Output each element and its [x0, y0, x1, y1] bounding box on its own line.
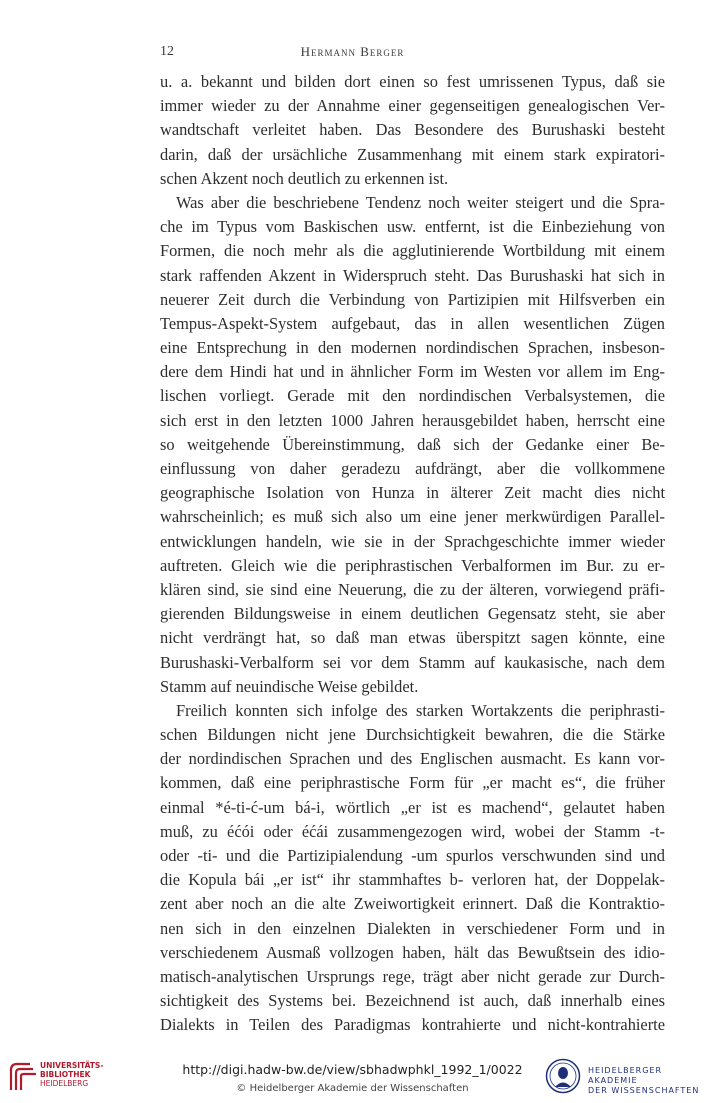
running-head [0, 44, 705, 64]
text-line: auftreten. Gleich wie die periphrastischen Verbalformen im Bur. zu er- [160, 555, 665, 575]
academy-name-line: HEIDELBERGER AKADEMIE [588, 1066, 663, 1085]
text-line: sichtigkeit des Systems bei. Bezeichnend ist auch, daß innerhalb eines [160, 991, 665, 1011]
text-line: darin, daß der ursächliche Zusammenhang mit einem stark expiratori- [160, 144, 665, 164]
text-line: Dialekts in Teilen des Paradigmas kontrahierte und nicht-kontrahierte [160, 1015, 665, 1035]
text-line: entwicklungen handeln, wie sie in der Sprachgeschichte immer wieder [160, 531, 665, 551]
text-line: eine Entsprechung in den modernen nordindischen Sprachen, insbeson- [160, 338, 665, 358]
text-line: Stamm auf neuindische Weise gebildet. [160, 676, 419, 696]
text-line: muß, zu éćói oder éćái zusammengezogen wird, wobei der Stamm -t- [160, 821, 665, 841]
footer [0, 1048, 705, 1103]
text-line: einflussung von daher geradezu aufdrängt, aber die vollkommene [160, 459, 665, 478]
text-line: oder -ti- und die Partizipialendung -um spurlos verschwunden sind und [160, 846, 665, 865]
text-line: wandtschaft verleitet haben. Das Besondere des Burushaski besteht [160, 120, 665, 140]
text-line: Was aber die beschriebene Tendenz noch weiter steigert und die Spra- [176, 192, 665, 212]
text-line: gierenden Bildungsweise in einem deutlichen Gegensatz steht, sie aber [160, 604, 665, 624]
academy-name-line: DER WISSENSCHAFTEN [588, 1086, 700, 1095]
text-line: dere dem Hindi hat und in ähnlicher Form im Westen vor allem im Eng- [160, 362, 665, 382]
text-line: verschiedenem Ausmaß vollzogen haben, hält das Bewußtsein des idio- [160, 942, 665, 962]
text-line: so weitgehende Übereinstimmung, daß sich der Gedanke einer Be- [160, 434, 665, 454]
library-name-line: BIBLIOTHEK [40, 1070, 91, 1079]
text-line: stark raffenden Akzent in Widerspruch steht. Das Burushaski hat sich in [160, 265, 665, 285]
copyright: © Heidelberger Akademie der Wissenschaften [236, 1083, 469, 1094]
text-line: neuerer Zeit durch die Verbindung von Partizipien mit Hilfsverben ein [160, 289, 665, 309]
text-line: Freilich konnten sich infolge des starken Wortakzents die periphrasti- [176, 700, 665, 720]
text-line: nen sich in den einzelnen Dialekten in verschiedener Form und in [160, 918, 665, 938]
text-line: nicht verdrängt hat, so daß man etwas überspitzt sagen könnte, eine [160, 628, 665, 648]
text-line: Tempus-Aspekt-System aufgebaut, das in allen wesentlichen Zügen [160, 313, 665, 333]
library-name-line: UNIVERSITÄTS- [40, 1061, 104, 1070]
text-line: schen Bildungen nicht jene Durchsichtigkeit bewahren, die die Stärke [160, 725, 665, 745]
text-line: einmal *é-ti-ć-um bá-i, wörtlich „er ist es machend“, gelautet haben [160, 797, 665, 817]
text-line: Formen, die noch mehr als die agglutinierende Wortbildung mit einem [160, 241, 665, 261]
text-line: der nordindischen Sprachen und des Englischen ausmacht. Es kann vor- [160, 749, 665, 769]
text-line: immer wieder zu der Annahme einer gegenseitigen genealogischen Ver- [160, 96, 665, 116]
text-line: matisch-analytischen Ursprungs rege, trägt aber nicht gerade zur Durch- [160, 966, 665, 986]
text-line: u. a. bekannt und bilden dort einen so fest umrissenen Typus, daß sie [160, 72, 665, 91]
text-line: klären sind, sie sind eine Neuerung, die zu der älteren, vorwiegend präfi- [160, 579, 665, 599]
text-line: Burushaski-Verbalform sei vor dem Stamm auf kaukasische, nach dem [160, 652, 665, 672]
library-name-line: HEIDELBERG [40, 1079, 89, 1088]
text-line: die Kopula bái „er ist“ ihr stammhaftes b- verloren hat, der Doppelak- [160, 870, 665, 890]
text-line: che im Typus vom Baskischen usw. entfernt, ist die Einbeziehung von [160, 217, 665, 237]
running-title: Hermann Berger [300, 44, 405, 59]
text-line: sich erst in den letzten 1000 Jahren herausgebildet haben, herrscht eine [160, 410, 665, 430]
academy-name [588, 1066, 705, 1096]
source-url[interactable]: http://digi.hadw-bw.de/view/sbhadwphkl_1992_1/0022 [182, 1062, 523, 1077]
page-number: 12 [160, 44, 174, 59]
text-line: zent aber noch an die alte Zweiwortigkeit erinnert. Daß die Kontraktio- [160, 894, 665, 914]
text-line: geographische Isolation von Hunza in älterer Zeit macht dies nicht [160, 483, 665, 503]
text-line: wahrscheinlich; es muß sich also um eine jener merkwürdigen Parallel- [160, 507, 665, 527]
text-line: schen Akzent noch deutlich zu erkennen ist. [160, 168, 449, 188]
text-line: kommen, daß eine periphrastische Form für „er macht es“, die früher [160, 773, 665, 793]
academy-seal-icon [545, 1058, 581, 1094]
body-text [160, 70, 665, 1038]
text-line: lischen vorliegt. Gerade mit den nordindischen Verbalsystemen, die [160, 386, 665, 406]
